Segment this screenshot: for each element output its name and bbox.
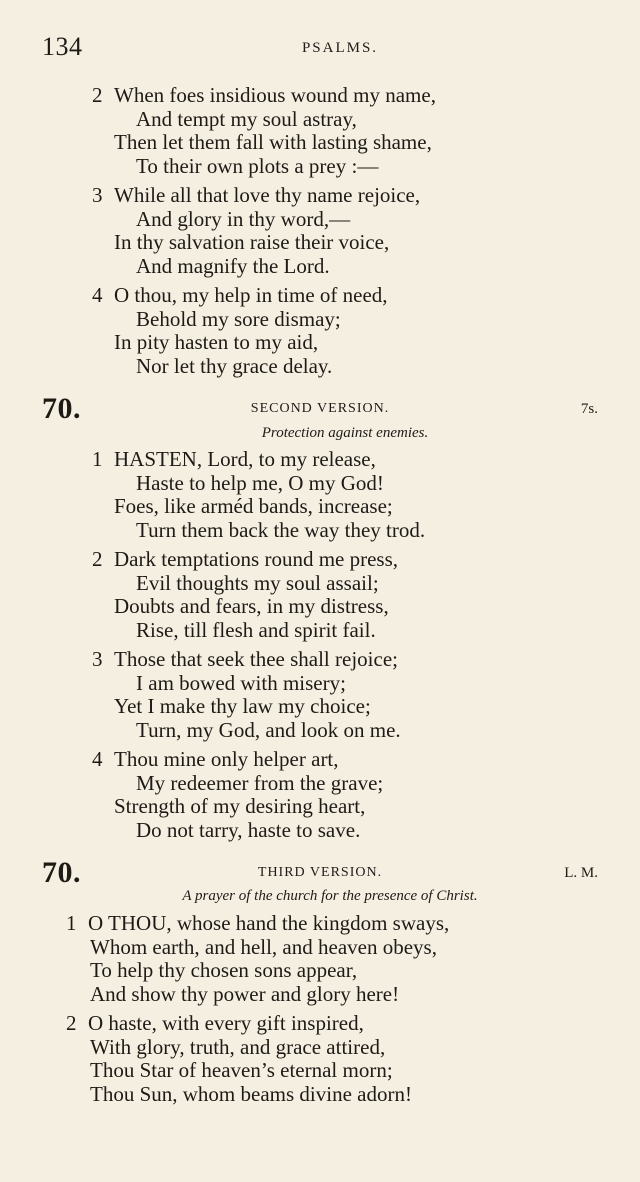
meter-label: L. M. <box>564 865 598 881</box>
stanza-line: With glory, truth, and grace attired, <box>90 1034 386 1059</box>
stanza-number: 1 <box>66 911 77 935</box>
stanza-number: 3 <box>92 183 103 207</box>
running-head <box>42 32 598 66</box>
stanza-number: 2 <box>92 83 103 107</box>
stanza-h2-3 <box>92 648 401 742</box>
stanza-line: 4 Thou mine only helper art, <box>92 747 339 771</box>
stanza-p1-4 <box>92 284 388 378</box>
stanza-line: 3 Those that seek thee shall rejoice; <box>92 647 398 671</box>
stanza-number: 2 <box>66 1011 77 1035</box>
stanza-line: And magnify the Lord. <box>136 253 330 278</box>
meter-label: 7s. <box>580 401 598 417</box>
stanza-line: Yet I make thy law my choice; <box>114 694 371 718</box>
stanza-h2-4 <box>92 748 383 842</box>
stanza-line: I am bowed with misery; <box>136 670 346 695</box>
running-title: PSALMS. <box>301 40 379 56</box>
stanza-number: 2 <box>92 547 103 571</box>
stanza-line: 2 O haste, with every gift inspired, <box>66 1011 364 1035</box>
stanza-line: Thou Star of heaven’s eternal morn; <box>90 1058 393 1082</box>
stanza-line: And glory in thy word,— <box>136 206 351 231</box>
stanza-line: In pity hasten to my aid, <box>114 330 319 354</box>
stanza-line: 2 When foes insidious wound my name, <box>92 83 436 107</box>
version-title: THIRD VERSION. <box>257 865 383 880</box>
hymn-subtitle: Protection against enemies. <box>261 425 429 441</box>
stanza-p1-2 <box>92 84 436 178</box>
stanza-p1-3 <box>92 184 420 278</box>
hymn-heading-third-version <box>42 856 598 889</box>
hymn-heading-second-version <box>42 392 598 425</box>
stanza-number: 4 <box>92 747 103 771</box>
stanza-h3-2 <box>66 1012 412 1106</box>
stanza-h2-1 <box>92 448 425 542</box>
stanza-line: 2 Dark temptations round me press, <box>92 547 399 571</box>
stanza-number: 1 <box>92 447 103 471</box>
stanza-line: Doubts and fears, in my distress, <box>114 594 389 618</box>
stanza-line: Do not tarry, haste to save. <box>136 817 361 842</box>
stanza-line: Thou Sun, whom beams divine adorn! <box>90 1081 412 1106</box>
stanza-line: Evil thoughts my soul assail; <box>136 570 379 595</box>
stanza-number: 4 <box>92 283 103 307</box>
stanza-line: Behold my sore dismay; <box>136 306 341 331</box>
hymn-subtitle: A prayer of the church for the presence of Christ. <box>182 888 478 904</box>
stanza-line: And show thy power and glory here! <box>90 981 400 1006</box>
stanza-line: Foes, like arméd bands, increase; <box>114 494 393 518</box>
stanza-line: In thy salvation raise their voice, <box>114 230 390 254</box>
stanza-line: Then let them fall with lasting shame, <box>114 130 432 154</box>
stanza-line: Strength of my desiring heart, <box>114 794 366 818</box>
stanza-h2-2 <box>92 548 398 642</box>
stanza-line: Nor let thy grace delay. <box>136 353 333 378</box>
stanza-line: 4 O thou, my help in time of need, <box>92 283 388 307</box>
stanza-line: To their own plots a prey :— <box>136 153 379 178</box>
stanza-h3-1 <box>66 912 449 1006</box>
hymn-number: 70. <box>42 392 81 425</box>
stanza-line: Haste to help me, O my God! <box>136 470 384 495</box>
version-title: SECOND VERSION. <box>250 401 390 416</box>
stanza-line: Rise, till flesh and spirit fail. <box>136 617 376 642</box>
page-number: 134 <box>42 32 83 61</box>
stanza-line: To help thy chosen sons appear, <box>90 958 358 982</box>
stanza-line: Turn, my God, and look on me. <box>136 717 401 742</box>
stanza-line: And tempt my soul astray, <box>136 106 357 131</box>
stanza-line: Turn them back the way they trod. <box>136 517 426 542</box>
stanza-line: My redeemer from the grave; <box>136 770 384 795</box>
hymn-number: 70. <box>42 856 81 889</box>
stanza-line: 1 HASTEN, Lord, to my release, <box>92 447 376 471</box>
stanza-line: Whom earth, and hell, and heaven obeys, <box>90 934 437 959</box>
stanza-number: 3 <box>92 647 103 671</box>
stanza-line: 1 O THOU, whose hand the kingdom sways, <box>66 911 450 935</box>
stanza-line: 3 While all that love thy name rejoice, <box>92 183 421 207</box>
